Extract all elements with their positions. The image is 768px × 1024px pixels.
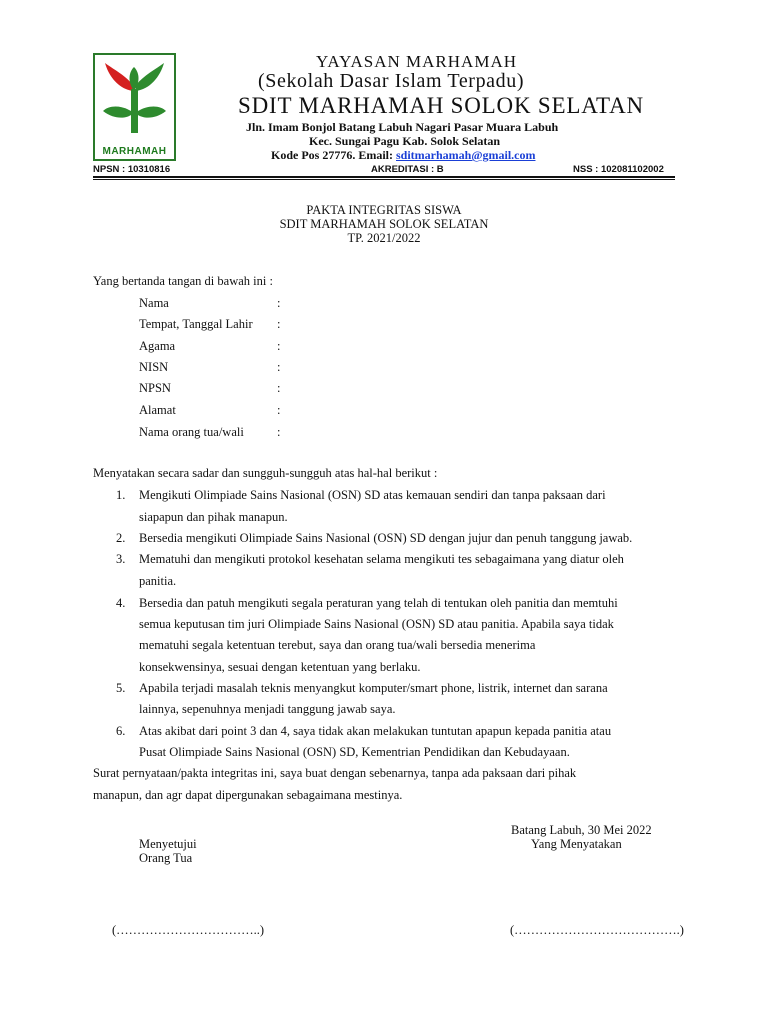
header-rule-thin <box>93 179 675 180</box>
school-logo <box>93 53 176 161</box>
field-colon: : <box>277 360 281 374</box>
item-number: 1. <box>116 488 126 502</box>
intro-text: Yang bertanda tangan di bawah ini : <box>93 274 273 288</box>
field-colon: : <box>277 317 281 331</box>
field-colon: : <box>277 339 281 353</box>
email-link[interactable]: sditmarhamah@gmail.com <box>396 148 536 162</box>
school-type-heading: (Sekolah Dasar Islam Terpadu) <box>258 70 525 92</box>
item-4-line-3: mematuhi segala ketentuan terebut, saya dan orang tua/wali bersedia menerima <box>139 638 536 652</box>
address-line-3 <box>271 148 536 163</box>
academic-year: TP. 2021/2022 <box>347 231 421 245</box>
field-label-wali: Nama orang tua/wali <box>139 425 244 439</box>
item-number: 5. <box>116 681 126 695</box>
item-number: 2. <box>116 531 126 545</box>
address-line-1: Jln. Imam Bonjol Batang Labuh Nagari Pasar Muara Labuh <box>246 120 559 134</box>
left-signature-blank: (……………………………..) <box>112 923 265 937</box>
nss-label: NSS : 102081102002 <box>573 164 664 175</box>
field-label-nama: Nama <box>139 296 169 310</box>
item-4-line-4: konsekwensinya, sesuai dengan ketentuan yang berlaku. <box>139 660 421 674</box>
npsn-label: NPSN : 10310816 <box>93 164 171 175</box>
field-label-agama: Agama <box>139 339 176 353</box>
field-colon: : <box>277 296 281 310</box>
place-date: Batang Labuh, 30 Mei 2022 <box>511 823 652 837</box>
field-label-ttl: Tempat, Tanggal Lahir <box>139 317 253 331</box>
item-1-line-1: Mengikuti Olimpiade Sains Nasional (OSN) SD atas kemauan sendiri dan tanpa paksaan dari <box>139 488 606 502</box>
header-rule-thick <box>93 176 675 178</box>
logo-text: MARHAMAH <box>95 144 174 159</box>
item-number: 6. <box>116 724 126 738</box>
item-6-line-1: Atas akibat dari point 3 dan 4, saya tidak akan melakukan tuntutan apapun kepada panitia atau <box>139 724 612 738</box>
item-2-line-1: Bersedia mengikuti Olimpiade Sains Nasional (OSN) SD dengan jujur dan penuh tanggung jawab. <box>139 531 633 545</box>
item-4-line-1: Bersedia dan patuh mengikuti segala peraturan yang telah di tentukan oleh panitia dan memtuhi <box>139 596 618 610</box>
document-subtitle: SDIT MARHAMAH SOLOK SELATAN <box>279 217 489 231</box>
closing-line-1: Surat pernyataan/pakta integritas ini, saya buat dengan sebenarnya, tanpa ada paksaan dari pihak <box>93 766 577 780</box>
yayasan-heading: YAYASAN MARHAMAH <box>316 52 517 71</box>
item-number: 3. <box>116 552 126 566</box>
closing-line-2: manapun, dan agr dapat dipergunakan sebagaimana mestinya. <box>93 788 403 802</box>
field-label-nisn: NISN <box>139 360 169 374</box>
item-number: 4. <box>116 596 126 610</box>
school-name-heading: SDIT MARHAMAH SOLOK SELATAN <box>238 93 644 118</box>
right-signature-blank: (………………………………….) <box>510 923 684 937</box>
field-label-alamat: Alamat <box>139 403 176 417</box>
item-3-line-2: panitia. <box>139 574 177 588</box>
right-signer-title: Yang Menyatakan <box>531 837 622 851</box>
statement-intro: Menyatakan secara sadar dan sungguh-sungguh atas hal-hal berikut : <box>93 466 438 480</box>
field-label-npsn: NPSN <box>139 381 171 395</box>
item-4-line-2: semua keputusan tim juri Olimpiade Sains Nasional (OSN) SD atau panitia. Apabila saya tidak <box>139 617 614 631</box>
document-title: PAKTA INTEGRITAS SISWA <box>306 203 462 217</box>
item-5-line-2: lainnya, sepenuhnya menjadi tanggung jawab saya. <box>139 702 396 716</box>
field-colon: : <box>277 403 281 417</box>
field-colon: : <box>277 425 281 439</box>
item-3-line-1: Mematuhi dan mengikuti protokol kesehatan selama mengikuti tes sebagaimana yang diatur oleh <box>139 552 624 566</box>
address-line-2: Kec. Sungai Pagu Kab. Solok Selatan <box>309 134 501 148</box>
field-colon: : <box>277 381 281 395</box>
postal-code-text: Kode Pos 27776. Email: <box>271 148 396 162</box>
item-5-line-1: Apabila terjadi masalah teknis menyangkut komputer/smart phone, listrik, internet dan sarana <box>139 681 608 695</box>
left-signer-role: Orang Tua <box>139 851 193 865</box>
akreditasi-label: AKREDITASI : B <box>371 164 444 175</box>
item-6-line-2: Pusat Olimpiade Sains Nasional (OSN) SD, Kementrian Pendidikan dan Kebudayaan. <box>139 745 570 759</box>
left-signer-title: Menyetujui <box>139 837 197 851</box>
item-1-line-2: siapapun dan pihak manapun. <box>139 510 288 524</box>
flower-logo-icon <box>95 55 174 145</box>
